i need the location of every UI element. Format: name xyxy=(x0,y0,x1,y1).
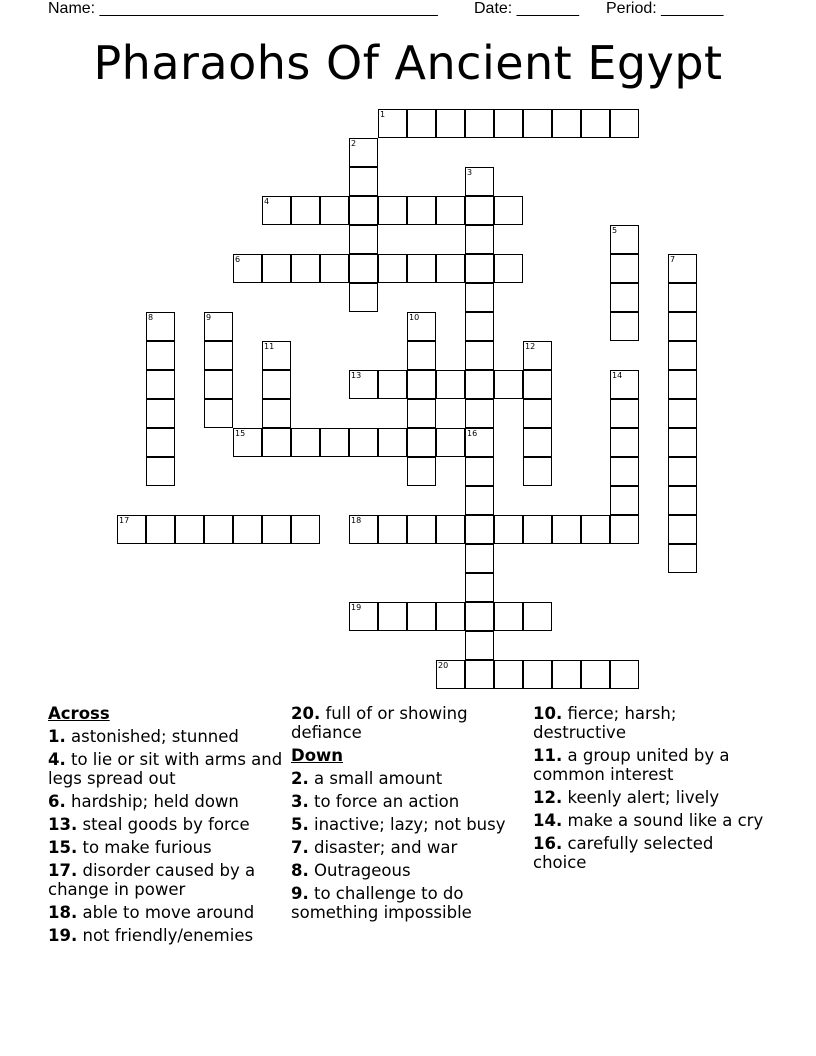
crossword-cell[interactable] xyxy=(610,399,639,428)
crossword-cell[interactable] xyxy=(146,457,175,486)
crossword-cell[interactable] xyxy=(291,254,320,283)
crossword-cell[interactable] xyxy=(407,602,436,631)
crossword-cell[interactable] xyxy=(610,428,639,457)
crossword-cell[interactable] xyxy=(233,515,262,544)
crossword-cell[interactable] xyxy=(668,283,697,312)
cell-number: 5 xyxy=(612,226,618,235)
crossword-cell[interactable] xyxy=(465,573,494,602)
crossword-cell[interactable] xyxy=(668,341,697,370)
name-field[interactable]: Name: ______________________________________ xyxy=(48,0,438,17)
crossword-cell[interactable] xyxy=(610,109,639,138)
crossword-cell[interactable] xyxy=(146,370,175,399)
crossword-cell[interactable] xyxy=(465,544,494,573)
cell-number: 13 xyxy=(351,371,362,380)
crossword-cell[interactable] xyxy=(349,196,378,225)
crossword-cell[interactable] xyxy=(523,602,552,631)
clues-column-1 xyxy=(48,704,283,949)
clue-across-6: 6. hardship; held down xyxy=(48,792,239,811)
crossword-cell[interactable] xyxy=(204,312,233,341)
clue-down-2: 2. a small amount xyxy=(291,769,443,788)
crossword-cell[interactable] xyxy=(494,370,523,399)
crossword-cell[interactable] xyxy=(407,370,436,399)
clues-column-2 xyxy=(291,704,526,926)
crossword-cell[interactable] xyxy=(465,225,494,254)
crossword-cell[interactable] xyxy=(465,631,494,660)
crossword-cell[interactable] xyxy=(610,457,639,486)
cell-number: 9 xyxy=(206,313,212,322)
crossword-cell[interactable] xyxy=(552,109,581,138)
crossword-cell[interactable] xyxy=(552,660,581,689)
crossword-cell[interactable] xyxy=(320,196,349,225)
crossword-cell[interactable] xyxy=(465,196,494,225)
date-field[interactable]: Date: _______ xyxy=(474,0,579,17)
crossword-cell[interactable] xyxy=(407,312,436,341)
cell-number: 6 xyxy=(235,255,241,264)
crossword-cell[interactable] xyxy=(146,312,175,341)
crossword-cell[interactable] xyxy=(581,515,610,544)
crossword-cell[interactable] xyxy=(523,428,552,457)
crossword-cell[interactable] xyxy=(668,399,697,428)
crossword-cell[interactable] xyxy=(465,602,494,631)
crossword-cell[interactable] xyxy=(291,428,320,457)
crossword-cell[interactable] xyxy=(465,167,494,196)
crossword-cell[interactable] xyxy=(668,486,697,515)
crossword-cell[interactable] xyxy=(436,515,465,544)
crossword-cell[interactable] xyxy=(581,660,610,689)
cell-number: 15 xyxy=(235,429,246,438)
crossword-cell[interactable] xyxy=(204,399,233,428)
crossword-cell[interactable] xyxy=(204,370,233,399)
clue-across-1: 1. astonished; stunned xyxy=(48,727,239,746)
cell-number: 10 xyxy=(409,313,420,322)
cell-number: 1 xyxy=(380,110,386,119)
crossword-cell[interactable] xyxy=(436,370,465,399)
clue-across-20: 20. full of or showing defiance xyxy=(291,704,468,742)
crossword-cell[interactable] xyxy=(465,370,494,399)
cell-number: 16 xyxy=(467,429,478,438)
crossword-cell[interactable] xyxy=(378,515,407,544)
crossword-cell[interactable] xyxy=(465,254,494,283)
crossword-cell[interactable] xyxy=(320,428,349,457)
clue-across-19: 19. not friendly/enemies xyxy=(48,926,254,945)
crossword-cell[interactable] xyxy=(204,341,233,370)
crossword-cell[interactable] xyxy=(610,660,639,689)
crossword-cell[interactable] xyxy=(610,283,639,312)
crossword-cell[interactable] xyxy=(407,428,436,457)
crossword-cell[interactable] xyxy=(494,602,523,631)
crossword-cell[interactable] xyxy=(610,486,639,515)
clue-down-12: 12. keenly alert; lively xyxy=(533,788,720,807)
crossword-cell[interactable] xyxy=(465,399,494,428)
crossword-cell[interactable] xyxy=(262,341,291,370)
crossword-cell[interactable] xyxy=(407,254,436,283)
crossword-cell[interactable] xyxy=(291,196,320,225)
crossword-cell[interactable] xyxy=(465,312,494,341)
crossword-cell[interactable] xyxy=(668,428,697,457)
crossword-cell[interactable] xyxy=(436,602,465,631)
crossword-cell[interactable] xyxy=(262,254,291,283)
crossword-cell[interactable] xyxy=(668,544,697,573)
crossword-cell[interactable] xyxy=(378,254,407,283)
crossword-cell[interactable] xyxy=(378,196,407,225)
crossword-cell[interactable] xyxy=(204,515,233,544)
crossword-cell[interactable] xyxy=(668,312,697,341)
crossword-cell[interactable] xyxy=(378,370,407,399)
clue-down-9: 9. to challenge to do something impossible xyxy=(291,884,472,922)
crossword-cell[interactable] xyxy=(465,660,494,689)
crossword-cell[interactable] xyxy=(436,109,465,138)
crossword-cell[interactable] xyxy=(523,370,552,399)
crossword-cell[interactable] xyxy=(465,341,494,370)
crossword-cell[interactable] xyxy=(349,254,378,283)
crossword-cell[interactable] xyxy=(146,515,175,544)
clue-down-3: 3. to force an action xyxy=(291,792,460,811)
crossword-cell[interactable] xyxy=(465,515,494,544)
crossword-cell[interactable] xyxy=(465,428,494,457)
cell-number: 18 xyxy=(351,516,362,525)
clue-down-10: 10. fierce; harsh; destructive xyxy=(533,704,677,742)
clue-across-17: 17. disorder caused by a change in power xyxy=(48,861,256,899)
cell-number: 19 xyxy=(351,603,362,612)
crossword-cell[interactable] xyxy=(349,138,378,167)
crossword-cell[interactable] xyxy=(668,515,697,544)
crossword-cell[interactable] xyxy=(523,515,552,544)
crossword-cell[interactable] xyxy=(262,196,291,225)
clue-down-8: 8. Outrageous xyxy=(291,861,411,880)
cell-number: 14 xyxy=(612,371,623,380)
crossword-cell[interactable] xyxy=(610,515,639,544)
crossword-cell[interactable] xyxy=(349,283,378,312)
crossword-cell[interactable] xyxy=(117,515,146,544)
crossword-cell[interactable] xyxy=(378,109,407,138)
crossword-cell[interactable] xyxy=(407,196,436,225)
clue-across-15: 15. to make furious xyxy=(48,838,212,857)
crossword-cell[interactable] xyxy=(494,109,523,138)
crossword-cell[interactable] xyxy=(465,486,494,515)
crossword-cell[interactable] xyxy=(378,602,407,631)
crossword-cell[interactable] xyxy=(523,399,552,428)
clue-across-18: 18. able to move around xyxy=(48,903,255,922)
clue-across-13: 13. steal goods by force xyxy=(48,815,250,834)
crossword-cell[interactable] xyxy=(262,428,291,457)
crossword-cell[interactable] xyxy=(407,341,436,370)
crossword-cell[interactable] xyxy=(610,254,639,283)
crossword-cell[interactable] xyxy=(610,312,639,341)
period-field[interactable]: Period: _______ xyxy=(606,0,724,17)
crossword-cell[interactable] xyxy=(523,341,552,370)
crossword-cell[interactable] xyxy=(465,109,494,138)
crossword-cell[interactable] xyxy=(262,515,291,544)
crossword-cell[interactable] xyxy=(581,109,610,138)
crossword-cell[interactable] xyxy=(436,196,465,225)
crossword-cell[interactable] xyxy=(407,109,436,138)
crossword-cell[interactable] xyxy=(494,515,523,544)
crossword-cell[interactable] xyxy=(233,254,262,283)
crossword-cell[interactable] xyxy=(378,428,407,457)
down-heading: Down xyxy=(291,746,344,765)
crossword-cell[interactable] xyxy=(349,428,378,457)
across-heading: Across xyxy=(48,704,110,723)
crossword-cell[interactable] xyxy=(175,515,204,544)
clue-down-11: 11. a group united by a common interest xyxy=(533,746,730,784)
cell-number: 8 xyxy=(148,313,154,322)
crossword-cell[interactable] xyxy=(320,254,349,283)
crossword-cell[interactable] xyxy=(523,109,552,138)
crossword-cell[interactable] xyxy=(146,428,175,457)
crossword-cell[interactable] xyxy=(146,399,175,428)
cell-number: 17 xyxy=(119,516,130,525)
crossword-cell[interactable] xyxy=(262,399,291,428)
crossword-cell[interactable] xyxy=(436,254,465,283)
crossword-cell[interactable] xyxy=(146,341,175,370)
crossword-cell[interactable] xyxy=(436,428,465,457)
clue-down-16: 16. carefully selected choice xyxy=(533,834,714,872)
clue-down-5: 5. inactive; lazy; not busy xyxy=(291,815,506,834)
cell-number: 4 xyxy=(264,197,270,206)
clue-across-4: 4. to lie or sit with arms and legs spread out xyxy=(48,750,283,788)
crossword-cell[interactable] xyxy=(494,660,523,689)
crossword-cell[interactable] xyxy=(523,457,552,486)
crossword-cell[interactable] xyxy=(262,370,291,399)
crossword-cell[interactable] xyxy=(668,457,697,486)
crossword-cell[interactable] xyxy=(610,370,639,399)
crossword-cell[interactable] xyxy=(668,254,697,283)
crossword-cell[interactable] xyxy=(465,283,494,312)
cell-number: 20 xyxy=(438,661,449,670)
clue-down-14: 14. make a sound like a cry xyxy=(533,811,764,830)
clues-column-3 xyxy=(533,704,768,876)
cell-number: 12 xyxy=(525,342,536,351)
crossword-cell[interactable] xyxy=(349,370,378,399)
crossword-cell[interactable] xyxy=(407,399,436,428)
crossword-cell[interactable] xyxy=(668,370,697,399)
crossword-cell[interactable] xyxy=(494,254,523,283)
crossword-cell[interactable] xyxy=(523,660,552,689)
crossword-cell[interactable] xyxy=(436,660,465,689)
crossword-cell[interactable] xyxy=(552,515,581,544)
crossword-cell[interactable] xyxy=(407,515,436,544)
crossword-cell[interactable] xyxy=(349,515,378,544)
crossword-cell[interactable] xyxy=(407,457,436,486)
clue-down-7: 7. disaster; and war xyxy=(291,838,458,857)
cell-number: 3 xyxy=(467,168,473,177)
crossword-cell[interactable] xyxy=(610,225,639,254)
crossword-cell[interactable] xyxy=(349,167,378,196)
page-title: Pharaohs Of Ancient Egypt xyxy=(93,36,723,90)
cell-number: 7 xyxy=(670,255,676,264)
crossword-cell[interactable] xyxy=(494,196,523,225)
crossword-cell[interactable] xyxy=(291,515,320,544)
crossword-cell[interactable] xyxy=(465,457,494,486)
crossword-cell[interactable] xyxy=(349,225,378,254)
cell-number: 2 xyxy=(351,139,357,148)
cell-number: 11 xyxy=(264,342,275,351)
crossword-cell[interactable] xyxy=(349,602,378,631)
crossword-cell[interactable] xyxy=(233,428,262,457)
